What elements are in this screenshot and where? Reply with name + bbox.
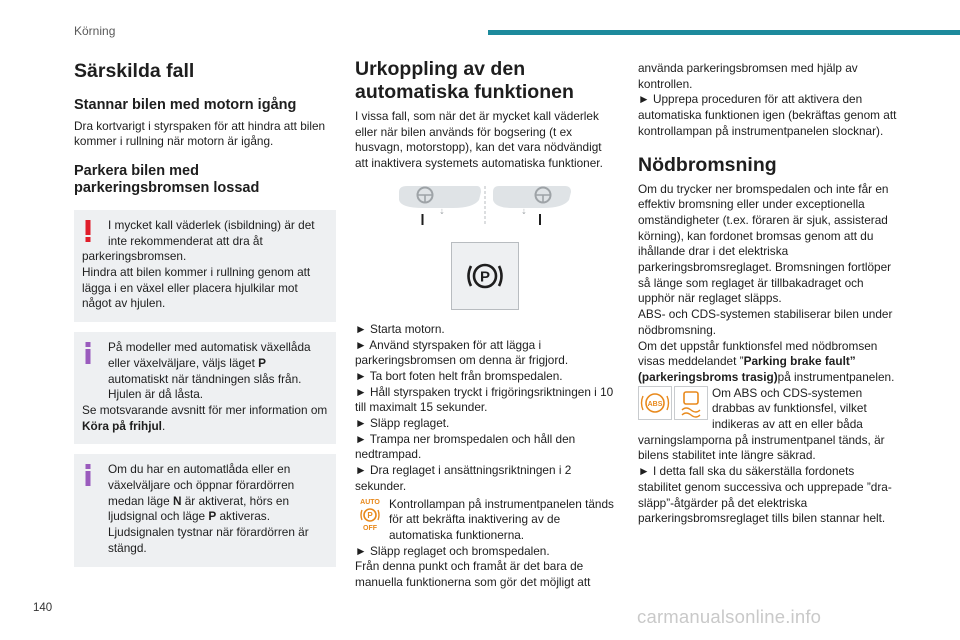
step-repeat: ► Upprepa proceduren för att aktivera den automatiska funktionen igen (bekräftas genom att kontrollampan på instrumentpanelen slocknar). — [638, 92, 897, 138]
section-title-disengage-auto: Urkoppling av den automatiska funktionen — [355, 58, 574, 103]
column-2 — [355, 58, 615, 591]
text-parking-brake-fault: Parking brake fault” (parkeringsbroms trasig) — [638, 354, 856, 384]
warning-text-2: parkeringsbromsen. — [82, 249, 187, 264]
step-release: ► Släpp reglaget och bromspedalen. — [355, 543, 550, 558]
svg-text:P: P — [367, 510, 373, 520]
abs-warning-icon — [638, 386, 672, 425]
column-1 — [74, 58, 336, 567]
info1-text-f: . — [161, 418, 166, 433]
text-disengage-intro: I vissa fall, som när det är mycket kall väderlek eller när bilen används för bogsering (t ex husvagn, motorstopp), kan det vara nödvändigt att inaktivera systemets automatiska funktioner. — [355, 109, 603, 171]
info1-text-a: På modeller med automatisk växellåda eller växelväljare, väljs läget — [108, 340, 311, 370]
heading-park-released: Parkera bilen med parkeringsbromsen lossad — [74, 162, 260, 197]
auto-off-lamp-paragraph — [355, 497, 615, 544]
text-manual-continued: använda parkeringsbromsen med hjälp av kontrollen. — [638, 61, 858, 91]
stability-control-icon — [674, 386, 708, 425]
step-item: ► Håll styrspaken tryckt i frigöringsriktningen i 10 till maximalt 15 sekunder. — [355, 384, 614, 415]
steps-list — [355, 322, 615, 495]
auto-off-icon-bottom: OFF — [363, 524, 377, 531]
abs-cds-paragraph — [638, 386, 900, 465]
warning-note — [74, 210, 336, 322]
svg-text:⇣: ⇣ — [439, 208, 445, 216]
info2-text-c: är aktiverat, hörs en ljudsignal och läge — [108, 493, 290, 524]
step-item: ► Starta motorn. — [355, 321, 445, 336]
info-icon — [84, 464, 92, 491]
info2-mode-n: N — [172, 493, 182, 508]
info-icon — [84, 342, 92, 369]
text-emergency-1: Om du trycker ner bromspedalen och inte får en effektiv bromsning eller under exceptionella omständigheter (t.ex. föraren är sjuk, assisterad körning), kan fordonet bromsas genom att du ihållande drar i det elektriska parkeringsbromsreglaget. Bromsningen fortlöper så länge som reglaget är tillbakadraget och upphör när reglaget släpps. — [638, 181, 892, 306]
info1-link-freewheel: Köra på frihjul — [82, 418, 162, 433]
info1-text-c: automatiskt när tändningen slås från. Hjulen är då låsta. — [108, 371, 302, 402]
text-emergency-3a: Om det uppstår funktionsfel med nödbromsen visas meddelandet ” — [638, 338, 878, 369]
info-note-2 — [74, 454, 336, 566]
step-item: ► Dra reglaget i ansättningsriktningen i 2 sekunder. — [355, 463, 572, 493]
text-stop-engine-running: Dra kortvarigt i styrspaken för att hindra att bilen kommer i rullning när motorn är igång. — [74, 118, 326, 149]
step-item: ► Ta bort foten helt från bromspedalen. — [355, 368, 563, 383]
info2-text-e: aktiveras. Ljudsignalen tystnar när förardörren är stängd. — [108, 509, 309, 555]
parking-brake-button-illustration — [451, 242, 519, 310]
header-section: Körning — [74, 24, 116, 38]
column-3 — [638, 58, 900, 527]
text-emergency-3 — [638, 339, 900, 386]
parking-brake-icon — [465, 258, 505, 294]
info2-mode-p: P — [208, 509, 217, 524]
auto-off-icon-top: AUTO — [360, 498, 380, 506]
steering-wheel-illustration — [393, 184, 577, 226]
svg-text:P: P — [479, 268, 491, 286]
text-emergency-3c: på instrumentpanelen. — [777, 369, 895, 384]
heading-stop-engine-running: Stannar bilen med motorn igång — [74, 97, 297, 113]
auto-off-lamp-icon — [355, 497, 385, 536]
text-lamp-confirm: Kontrollampan på instrumentpanelen tänds för att bekräfta inaktivering av de automatiska funktionerna. — [389, 496, 614, 542]
abs-icon-label: ABS — [647, 400, 663, 408]
warning-text-3: Hindra att bilen kommer i rullning genom att lägga i en växel eller placera hjulkilar mot något av hjulen. — [82, 265, 311, 311]
step-item: ► Släpp reglaget. — [355, 416, 450, 431]
watermark: carmanualsonline.info — [637, 606, 822, 627]
section-title-special-cases: Särskilda fall — [74, 60, 195, 82]
header-accent-bar — [488, 30, 960, 35]
text-emergency-5: ► I detta fall ska du säkerställa fordonets stabilitet genom successiva och upprepade ”dra-släpp”-åtgärder på det elektriska parkeringsbromsreglaget tills bilen stannar helt. — [638, 464, 892, 526]
info1-text-d: Se motsvarande avsnitt för mer information om — [82, 402, 328, 417]
text-emergency-4: Om ABS och CDS-systemen drabbas av funktionsfel, vilket indikeras av att en eller båda varningslamporna på instrumentpanel tänds, är bilens stabilitet inte längre säkrad. — [638, 385, 885, 463]
svg-text:⇣: ⇣ — [521, 208, 527, 216]
text-emergency-2: ABS- och CDS-systemen stabiliserar bilen under nödbromsning. — [638, 307, 893, 337]
section-title-emergency-braking: Nödbromsning — [638, 153, 777, 176]
info2-text-a: Om du har en automatlåda eller en växelväljare och öppnar förardörren medan läge — [108, 462, 295, 508]
text-manual-functions: Från denna punkt och framåt är det bara de manuella funktionerna som gör det möjligt att — [355, 559, 591, 590]
step-item: ► Trampa ner bromspedalen och håll den nedtrampad. — [355, 431, 576, 462]
warning-text-1: I mycket kall väderlek (isbildning) är det inte rekommenderat att dra åt — [108, 217, 315, 248]
step-item: ► Använd styrspaken för att lägga i parkeringsbromsen om denna är frigjord. — [355, 337, 569, 368]
page-number: 140 — [33, 602, 53, 614]
info-note-1 — [74, 332, 336, 444]
info1-mode-p: P — [258, 355, 267, 370]
warning-exclamation-icon — [84, 220, 92, 247]
